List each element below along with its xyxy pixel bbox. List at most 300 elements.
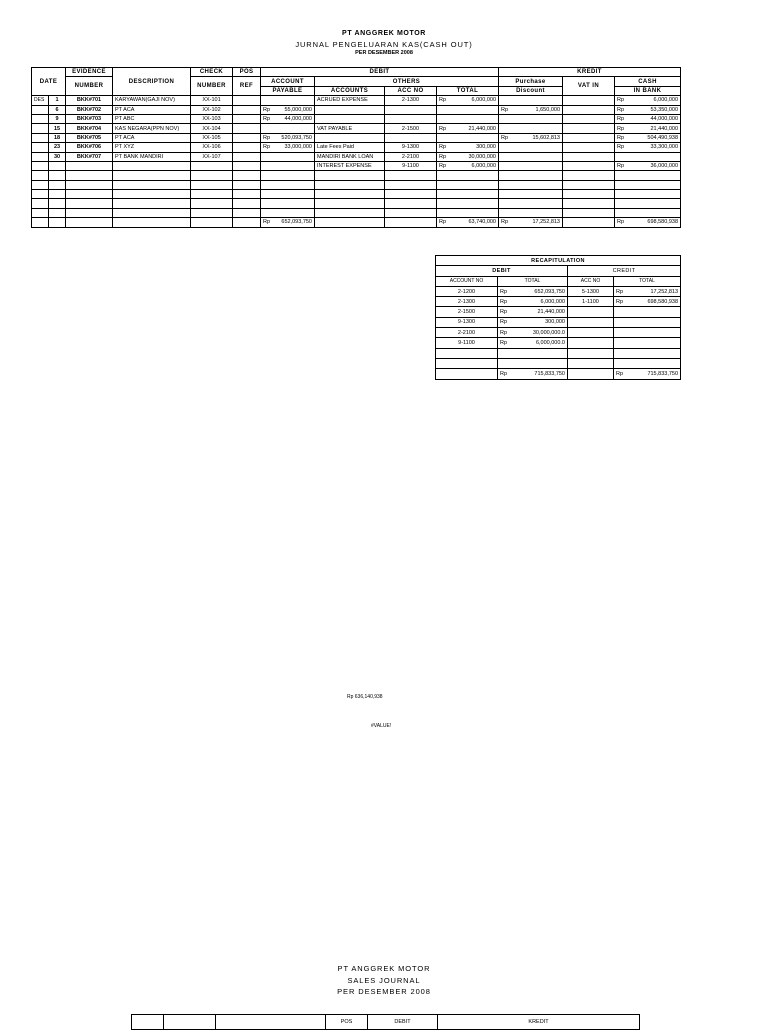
amount-value: 6,000,000 — [471, 97, 496, 104]
others-header: OTHERS — [315, 77, 499, 86]
empty-cell — [191, 218, 233, 227]
cash-out-journal-table — [31, 67, 681, 228]
empty-cell — [499, 171, 563, 180]
recap-row — [436, 286, 681, 296]
amount-value: 17,252,813 — [532, 219, 560, 226]
amount-value: 36,000,000 — [650, 163, 679, 170]
recap-debit-total — [498, 328, 568, 338]
vat-in-header: VAT IN — [563, 77, 615, 96]
empty-cell — [563, 180, 615, 189]
day-cell: 30 — [49, 152, 66, 161]
cash-in-bank-cell — [615, 143, 681, 152]
empty-cell — [499, 180, 563, 189]
currency-label: Rp — [263, 134, 271, 141]
cash-in-bank-cell — [615, 133, 681, 142]
purchase-discount-cell — [499, 105, 563, 114]
empty-cell — [113, 218, 191, 227]
day-cell: 6 — [49, 105, 66, 114]
table-row — [32, 124, 681, 133]
empty-cell — [499, 199, 563, 208]
amount-value: 504,490,938 — [647, 134, 679, 141]
amount-value: 53,350,000 — [650, 106, 679, 113]
acc-no-cell: 2-2100 — [385, 152, 437, 161]
empty-cell — [233, 190, 261, 199]
purchase-discount-total — [499, 218, 563, 227]
day-cell: 18 — [49, 133, 66, 142]
empty-cell — [437, 199, 499, 208]
empty-row — [32, 199, 681, 208]
description-header: DESCRIPTION — [113, 68, 191, 96]
empty-cell — [191, 171, 233, 180]
amount-value: 6,000,000 — [653, 97, 679, 104]
purchase-discount-cell — [499, 143, 563, 152]
amount-value: 715,833,750 — [534, 370, 565, 377]
others-total-cell — [437, 161, 499, 170]
purchase-discount-cell — [499, 96, 563, 105]
others-total-cell — [437, 143, 499, 152]
month-cell — [32, 114, 49, 123]
pos-ref-cell — [233, 133, 261, 142]
evidence-number-cell: BKK#705 — [66, 133, 113, 142]
empty-cell — [615, 199, 681, 208]
amount-value: 15,602,813 — [532, 134, 560, 141]
empty-cell — [315, 190, 385, 199]
sales-debit-header: DEBIT — [368, 1015, 438, 1030]
account-payable-cell — [261, 143, 315, 152]
currency-label: Rp — [263, 144, 271, 151]
account-cell: ACRUED EXPENSE — [315, 96, 385, 105]
table-row — [32, 114, 681, 123]
day-cell: 1 — [49, 96, 66, 105]
empty-cell — [437, 208, 499, 217]
empty-cell — [315, 208, 385, 217]
journal-title: JURNAL PENGELUARAN KAS(CASH OUT) — [295, 40, 473, 49]
pos-header-2: REF — [233, 77, 261, 96]
empty-row — [32, 190, 681, 199]
empty-cell — [233, 208, 261, 217]
others-total-cell — [437, 114, 499, 123]
acc-no-cell — [385, 114, 437, 123]
currency-label: Rp — [501, 219, 509, 226]
cash-in-bank-total — [615, 218, 681, 227]
recap-credit-total — [614, 328, 681, 338]
amount-value: 1,650,000 — [535, 106, 560, 113]
currency-label: Rp — [501, 106, 509, 113]
journal-period: PER DESEMBER 2008 — [355, 50, 413, 56]
empty-cell — [32, 199, 49, 208]
empty-cell — [191, 180, 233, 189]
day-cell: 23 — [49, 143, 66, 152]
others-total-cell — [437, 96, 499, 105]
empty-cell — [49, 208, 66, 217]
purchase-discount-cell — [499, 152, 563, 161]
currency-label: Rp — [617, 116, 625, 123]
empty-cell — [615, 208, 681, 217]
acc-no-cell: 2-1300 — [385, 96, 437, 105]
recap-debit-total — [498, 338, 568, 348]
empty-cell — [49, 180, 66, 189]
month-cell — [32, 124, 49, 133]
description-cell: PT ACA — [113, 105, 191, 114]
currency-label: Rp — [501, 134, 509, 141]
empty-cell — [436, 358, 498, 368]
check-number-cell: XX-104 — [191, 124, 233, 133]
recap-acc-no-header: ACC NO — [568, 276, 614, 286]
empty-cell — [499, 190, 563, 199]
purchase-discount-header-2: Discount — [499, 86, 563, 95]
empty-cell — [32, 171, 49, 180]
description-cell — [113, 161, 191, 170]
vat-in-cell — [563, 152, 615, 161]
empty-cell — [32, 190, 49, 199]
currency-label: Rp — [500, 309, 508, 316]
evidence-header: EVIDENCE — [66, 68, 113, 77]
recap-credit-total — [614, 317, 681, 327]
currency-label: Rp — [617, 134, 625, 141]
account-payable-cell — [261, 152, 315, 161]
empty-cell — [261, 171, 315, 180]
recap-credit-total — [614, 286, 681, 296]
empty-cell — [563, 199, 615, 208]
purchase-discount-header: Purchase — [499, 77, 563, 86]
amount-value: 6,000,000.0 — [535, 340, 565, 347]
recap-row — [436, 297, 681, 307]
currency-label: Rp — [617, 125, 625, 132]
account-cell — [315, 105, 385, 114]
empty-cell — [113, 171, 191, 180]
account-payable-cell — [261, 133, 315, 142]
purchase-discount-cell — [499, 124, 563, 133]
amount-value: 17,252,813 — [650, 288, 679, 295]
recap-credit-account: 5-1300 — [568, 286, 614, 296]
amount-value: 715,833,750 — [647, 370, 679, 377]
currency-label: Rp — [500, 340, 508, 347]
evidence-number-cell: BKK#702 — [66, 105, 113, 114]
empty-cell — [436, 369, 498, 379]
recap-debit-account: 2-1300 — [436, 297, 498, 307]
recap-title: RECAPITULATION — [436, 256, 681, 266]
empty-cell — [615, 180, 681, 189]
recap-row — [436, 328, 681, 338]
empty-cell — [66, 208, 113, 217]
currency-label: Rp — [617, 219, 625, 226]
currency-label: Rp — [616, 298, 624, 305]
empty-cell — [385, 208, 437, 217]
empty-cell — [261, 208, 315, 217]
currency-label: Rp — [616, 288, 624, 295]
empty-cell — [49, 171, 66, 180]
currency-label: Rp — [616, 370, 624, 377]
pos-ref-cell — [233, 124, 261, 133]
evidence-number-cell — [66, 161, 113, 170]
empty-cell — [49, 190, 66, 199]
pos-header: POS — [233, 68, 261, 77]
sales-journal-table — [131, 1014, 640, 1030]
check-number-cell: XX-102 — [191, 105, 233, 114]
month-cell — [32, 133, 49, 142]
empty-cell — [563, 208, 615, 217]
recap-credit-account — [568, 338, 614, 348]
cash-header-2: IN BANK — [615, 86, 681, 95]
empty-cell — [66, 180, 113, 189]
recap-debit-grand-total — [498, 369, 568, 379]
recap-debit-total — [498, 307, 568, 317]
amount-value: 21,440,000 — [468, 125, 496, 132]
recap-credit-account: 1-1100 — [568, 297, 614, 307]
vat-in-cell — [563, 96, 615, 105]
empty-cell — [437, 180, 499, 189]
acc-no-cell: 9-1100 — [385, 161, 437, 170]
amount-value: 520,093,750 — [281, 134, 312, 141]
empty-cell — [385, 171, 437, 180]
purchase-discount-cell — [499, 114, 563, 123]
account-payable-header-2: PAYABLE — [261, 86, 315, 95]
recap-credit-total — [614, 307, 681, 317]
recap-debit-total — [498, 317, 568, 327]
empty-cell — [437, 190, 499, 199]
empty-row — [32, 171, 681, 180]
month-cell — [32, 105, 49, 114]
empty-cell — [614, 358, 681, 368]
cash-in-bank-cell — [615, 161, 681, 170]
account-cell: VAT PAYABLE — [315, 124, 385, 133]
table-row — [32, 143, 681, 152]
empty-cell — [385, 218, 437, 227]
vat-in-cell — [563, 114, 615, 123]
empty-cell — [233, 199, 261, 208]
amount-value: 21,440,000 — [650, 125, 679, 132]
currency-label: Rp — [500, 298, 508, 305]
currency-label: Rp — [500, 319, 508, 326]
check-number-cell — [191, 161, 233, 170]
account-cell: INTEREST EXPENSE — [315, 161, 385, 170]
table-row — [32, 105, 681, 114]
recap-debit-total — [498, 286, 568, 296]
empty-cell — [113, 180, 191, 189]
empty-cell — [66, 190, 113, 199]
vat-in-cell — [563, 124, 615, 133]
recap-credit-header: CREDIT — [568, 266, 681, 276]
currency-label: Rp — [263, 116, 271, 123]
recap-credit-account — [568, 317, 614, 327]
table-row — [32, 96, 681, 105]
empty-cell — [436, 348, 498, 358]
recap-row — [436, 338, 681, 348]
recap-totals-row — [436, 369, 681, 379]
pos-ref-cell — [233, 143, 261, 152]
recap-debit-total — [498, 297, 568, 307]
day-cell: 9 — [49, 114, 66, 123]
others-total-cell — [437, 133, 499, 142]
acc-no-header: ACC NO — [385, 86, 437, 95]
amount-value: 652,093,750 — [281, 219, 312, 226]
currency-label: Rp — [439, 219, 447, 226]
empty-cell — [615, 190, 681, 199]
acc-no-cell — [385, 133, 437, 142]
empty-cell — [49, 199, 66, 208]
currency-label: Rp — [617, 106, 625, 113]
empty-cell — [499, 208, 563, 217]
account-cell: Late Fees Paid — [315, 143, 385, 152]
empty-cell — [568, 369, 614, 379]
check-number-cell: XX-106 — [191, 143, 233, 152]
amount-value: 63,740,000 — [468, 219, 496, 226]
amount-value: 6,000,000 — [471, 163, 496, 170]
month-cell — [32, 152, 49, 161]
recap-credit-account — [568, 328, 614, 338]
cash-in-bank-cell — [615, 152, 681, 161]
empty-cell — [191, 208, 233, 217]
table-row — [32, 133, 681, 142]
evidence-number-cell: BKK#706 — [66, 143, 113, 152]
month-cell — [32, 161, 49, 170]
empty-cell — [261, 190, 315, 199]
month-cell — [32, 143, 49, 152]
currency-label: Rp — [439, 163, 447, 170]
day-cell: 15 — [49, 124, 66, 133]
recap-debit-account: 9-1100 — [436, 338, 498, 348]
amount-value: 55,000,000 — [284, 106, 312, 113]
purchase-discount-cell — [499, 133, 563, 142]
description-cell: KARYAWAN(GAJI NOV) — [113, 96, 191, 105]
account-payable-total — [261, 218, 315, 227]
cash-in-bank-cell — [615, 96, 681, 105]
month-cell: DES — [32, 96, 49, 105]
currency-label: Rp — [263, 219, 271, 226]
date-header: DATE — [32, 68, 66, 96]
recap-credit-account — [568, 307, 614, 317]
empty-cell — [32, 208, 49, 217]
acc-no-cell: 2-1500 — [385, 124, 437, 133]
check-number-cell: XX-107 — [191, 152, 233, 161]
amount-value: 300,000 — [545, 319, 565, 326]
account-payable-cell — [261, 105, 315, 114]
account-payable-cell — [261, 114, 315, 123]
empty-cell — [32, 218, 49, 227]
empty-cell — [66, 218, 113, 227]
empty-cell — [437, 171, 499, 180]
evidence-header-2: NUMBER — [66, 77, 113, 96]
recap-debit-account: 2-2100 — [436, 328, 498, 338]
check-header-2: NUMBER — [191, 77, 233, 96]
description-cell: KAS NEGARA(PPN NOV) — [113, 124, 191, 133]
cash-header: CASH — [615, 77, 681, 86]
empty-cell — [614, 348, 681, 358]
recap-debit-header: DEBIT — [436, 266, 568, 276]
empty-cell — [32, 180, 49, 189]
empty-cell — [315, 218, 385, 227]
amount-value: 300,000 — [476, 144, 496, 151]
pos-ref-cell — [233, 105, 261, 114]
recap-credit-total — [614, 297, 681, 307]
recapitulation-table — [435, 255, 681, 380]
kredit-header: KREDIT — [499, 68, 681, 77]
sales-kredit-header: KREDIT — [438, 1015, 640, 1030]
empty-cell — [233, 218, 261, 227]
account-cell: MANDIRI BANK LOAN — [315, 152, 385, 161]
evidence-number-cell: BKK#703 — [66, 114, 113, 123]
empty-cell — [261, 199, 315, 208]
others-total-cell — [437, 124, 499, 133]
amount-value: 698,580,938 — [647, 298, 679, 305]
value-error-cell: #VALUE! — [371, 723, 392, 729]
empty-cell — [568, 348, 614, 358]
account-payable-cell — [261, 161, 315, 170]
amount-value: 21,440,000 — [537, 309, 565, 316]
floating-rp-total: Rp 636,140,938 — [347, 694, 383, 700]
description-cell: PT BANK MANDIRI — [113, 152, 191, 161]
currency-label: Rp — [617, 97, 625, 104]
amount-value: 44,000,000 — [284, 116, 312, 123]
evidence-number-cell: BKK#701 — [66, 96, 113, 105]
acc-no-cell — [385, 105, 437, 114]
currency-label: Rp — [500, 370, 508, 377]
empty-row — [32, 208, 681, 217]
sales-journal-period: PER DESEMBER 2008 — [337, 987, 431, 996]
empty-cell — [113, 190, 191, 199]
currency-label: Rp — [263, 106, 271, 113]
account-cell — [315, 133, 385, 142]
sales-company-title: PT ANGGREK MOTOR — [337, 964, 431, 973]
recap-row — [436, 307, 681, 317]
recap-credit-total-header: TOTAL — [614, 276, 681, 286]
description-cell: PT ACA — [113, 133, 191, 142]
company-title: PT ANGGREK MOTOR — [342, 30, 426, 37]
check-header: CHECK — [191, 68, 233, 77]
vat-in-cell — [563, 143, 615, 152]
acc-no-cell: 9-1300 — [385, 143, 437, 152]
empty-cell — [113, 199, 191, 208]
check-number-cell: XX-103 — [191, 114, 233, 123]
recap-credit-grand-total — [614, 369, 681, 379]
table-row — [32, 161, 681, 170]
amount-value: 30,000,000.0 — [532, 329, 565, 336]
account-payable-header: ACCOUNT — [261, 77, 315, 86]
currency-label: Rp — [439, 144, 447, 151]
others-total-cell — [437, 105, 499, 114]
check-number-cell: XX-101 — [191, 96, 233, 105]
amount-value: 652,093,750 — [534, 288, 565, 295]
empty-cell — [563, 171, 615, 180]
currency-label: Rp — [439, 97, 447, 104]
vat-in-cell — [563, 133, 615, 142]
currency-label: Rp — [617, 144, 625, 151]
recap-debit-account: 2-1500 — [436, 307, 498, 317]
recap-credit-total — [614, 338, 681, 348]
empty-cell — [385, 190, 437, 199]
pos-ref-cell — [233, 152, 261, 161]
currency-label: Rp — [500, 329, 508, 336]
evidence-number-cell: BKK#704 — [66, 124, 113, 133]
account-payable-cell — [261, 96, 315, 105]
recap-row — [436, 317, 681, 327]
check-number-cell: XX-105 — [191, 133, 233, 142]
empty-cell — [233, 171, 261, 180]
empty-cell — [315, 180, 385, 189]
amount-value: 44,000,000 — [650, 116, 679, 123]
recap-debit-account: 9-1300 — [436, 317, 498, 327]
empty-cell — [233, 180, 261, 189]
empty-row — [436, 348, 681, 358]
empty-cell — [563, 190, 615, 199]
purchase-discount-cell — [499, 161, 563, 170]
description-cell: PT ABC — [113, 114, 191, 123]
currency-label: Rp — [617, 163, 625, 170]
empty-cell — [385, 199, 437, 208]
empty-cell — [568, 358, 614, 368]
totals-row — [32, 218, 681, 227]
empty-row — [32, 180, 681, 189]
